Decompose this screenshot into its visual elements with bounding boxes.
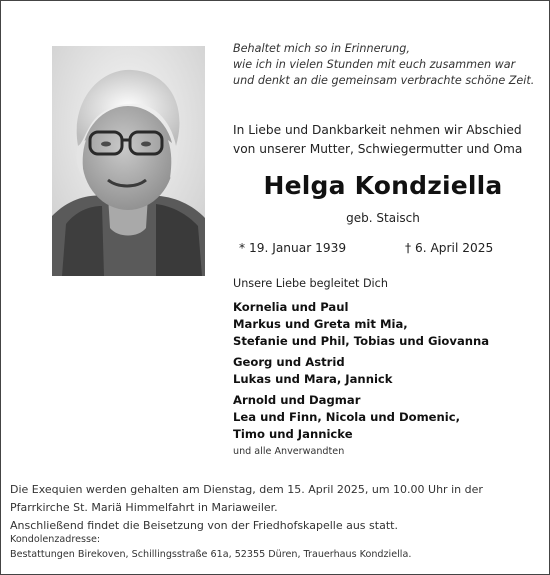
other-relatives: und alle Anverwandten bbox=[233, 446, 345, 457]
condolence-text: Bestattungen Birekoven, Schillingsstraße 61a, 52355 Düren, Trauerhaus Kondziella. bbox=[10, 549, 412, 560]
family-group bbox=[233, 354, 533, 388]
family-line: Lea und Finn, Nicola und Domenic, bbox=[233, 410, 461, 424]
intro-line: von unserer Mutter, Schwiegermutter und Oma bbox=[233, 142, 523, 156]
intro-line: In Liebe und Dankbarkeit nehmen wir Abschied bbox=[233, 123, 522, 137]
quote-line: und denkt an die gemeinsam verbrachte schöne Zeit. bbox=[233, 74, 535, 87]
portrait-photo bbox=[52, 46, 205, 276]
portrait-image bbox=[52, 46, 205, 276]
family-line: Lukas und Mara, Jannick bbox=[233, 372, 393, 386]
family-line: Timo und Jannicke bbox=[233, 427, 353, 441]
service-details bbox=[10, 481, 545, 535]
service-line: Pfarrkirche St. Mariä Himmelfahrt in Mariaweiler. bbox=[10, 501, 278, 514]
family-line: Stefanie und Phil, Tobias und Giovanna bbox=[233, 334, 490, 348]
service-line: Die Exequien werden gehalten am Dienstag, dem 15. April 2025, um 10.00 Uhr in der bbox=[10, 483, 483, 496]
family-line: Arnold und Dagmar bbox=[233, 393, 361, 407]
family-group bbox=[233, 299, 533, 350]
birth-date: * 19. Januar 1939 bbox=[239, 241, 347, 255]
family-list bbox=[233, 299, 533, 447]
death-date: † 6. April 2025 bbox=[405, 241, 494, 255]
deceased-name: Helga Kondziella bbox=[263, 171, 503, 200]
family-line: Markus und Greta mit Mia, bbox=[233, 317, 408, 331]
service-line: Anschließend findet die Beisetzung von der Friedhofskapelle aus statt. bbox=[10, 519, 398, 532]
condolence-label: Kondolenzadresse: bbox=[10, 534, 101, 545]
condolence-address bbox=[10, 532, 545, 562]
family-line: Kornelia und Paul bbox=[233, 300, 349, 314]
farewell-intro bbox=[233, 121, 533, 159]
quote-line: Behaltet mich so in Erinnerung, bbox=[233, 42, 410, 55]
quote-line: wie ich in vielen Stunden mit euch zusammen war bbox=[233, 58, 516, 71]
maiden-name: geb. Staisch bbox=[346, 211, 420, 225]
family-heading: Unsere Liebe begleitet Dich bbox=[233, 277, 388, 290]
family-line: Georg und Astrid bbox=[233, 355, 345, 369]
memorial-quote bbox=[233, 41, 533, 89]
family-group bbox=[233, 392, 533, 443]
